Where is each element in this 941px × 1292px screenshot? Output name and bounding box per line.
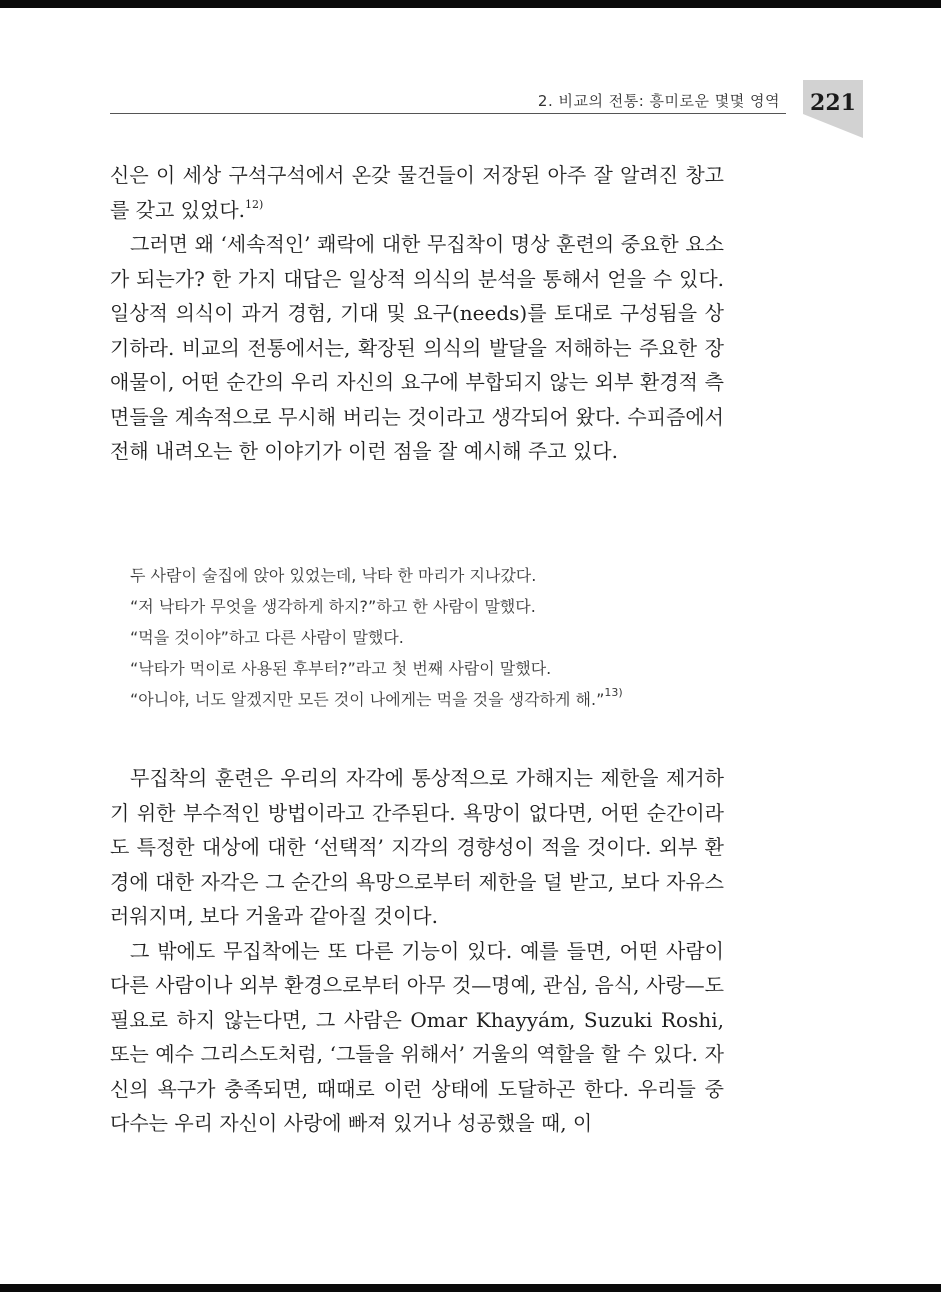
paragraph: 그러면 왜 ‘세속적인’ 쾌락에 대한 무집착이 명상 훈련의 중요한 요소가 되는가? 한 가지 대답은 일상적 의식의 분석을 통해서 얻을 수 있다. 일상적 의식이 과거 경험, 기대 및 요구(needs)를 토대로 구성됨을 상기하라. 비교의 전통에서는, 확장된 의식의 발달을 저해하는 주요한 장애물이, 어떤 순간의 우리 자신의 요구에 부합되지 않는 외부 환경적 측면들을 계속적으로 무시해 버리는 것이라고 생각되어 왔다. 수피즘에서 전해 내려오는 한 이야기가 이런 점을 잘 예시해 주고 있다. — [110, 232, 724, 463]
quote-line: 두 사람이 술집에 앉아 있었는데, 낙타 한 마리가 지나갔다. — [130, 566, 537, 585]
running-header — [110, 88, 786, 114]
page-number: 221 — [810, 90, 856, 116]
running-header-title: 2. 비교의 전통: 흥미로운 몇몇 영역 — [537, 92, 780, 110]
quote-line: “낙타가 먹이로 사용된 후부터?”라고 첫 번째 사람이 말했다. — [130, 659, 552, 678]
paragraph: 무집착의 훈련은 우리의 자각에 통상적으로 가해지는 제한을 제거하기 위한 부수적인 방법이라고 간주된다. 욕망이 없다면, 어떤 순간이라도 특정한 대상에 대한 ‘선택적’ 지각의 경향성이 적을 것이다. 외부 환경에 대한 자각은 그 순간의 욕망으로부터 제한을 덜 받고, 보다 자유스러워지며, 보다 거울과 같아질 것이다. — [110, 766, 724, 928]
footnote-ref-12: 12) — [245, 197, 264, 211]
top-scan-border — [0, 0, 941, 8]
footnote-ref-13: 13) — [604, 686, 623, 699]
bottom-scan-border — [0, 1284, 941, 1292]
paragraph-continuation: 신은 이 세상 구석구석에서 온갖 물건들이 저장된 아주 잘 알려진 창고를 갖고 있었다.$^{12)}$ — [110, 163, 724, 222]
quote-line: “아니야, 너도 알겠지만 모든 것이 나에게는 먹을 것을 생각하게 해.”$^{13)}$ — [130, 686, 623, 709]
page-number-tab — [803, 80, 863, 138]
body-text-bottom — [110, 761, 724, 1141]
body-text-top — [110, 158, 724, 469]
quote-line: “저 낙타가 무엇을 생각하게 하지?”하고 한 사람이 말했다. — [130, 597, 536, 616]
quote-line: “먹을 것이야”하고 다른 사람이 말했다. — [130, 628, 404, 647]
sufi-story-quote — [130, 560, 730, 715]
paragraph: 그 밖에도 무집착에는 또 다른 기능이 있다. 예를 들면, 어떤 사람이 다른 사람이나 외부 환경으로부터 아무 것—명예, 관심, 음식, 사랑—도 필요로 하지 않는다면, 그 사람은 Omar Khayyám, Suzuki Roshi, 또는 예수 그리스도처럼, ‘그들을 위해서’ 거울의 역할을 할 수 있다. 자신의 욕구가 충족되면, 때때로 이런 상태에 도달하곤 한다. 우리들 중 다수는 우리 자신이 사랑에 빠져 있거나 성공했을 때, 이 — [110, 938, 724, 1135]
